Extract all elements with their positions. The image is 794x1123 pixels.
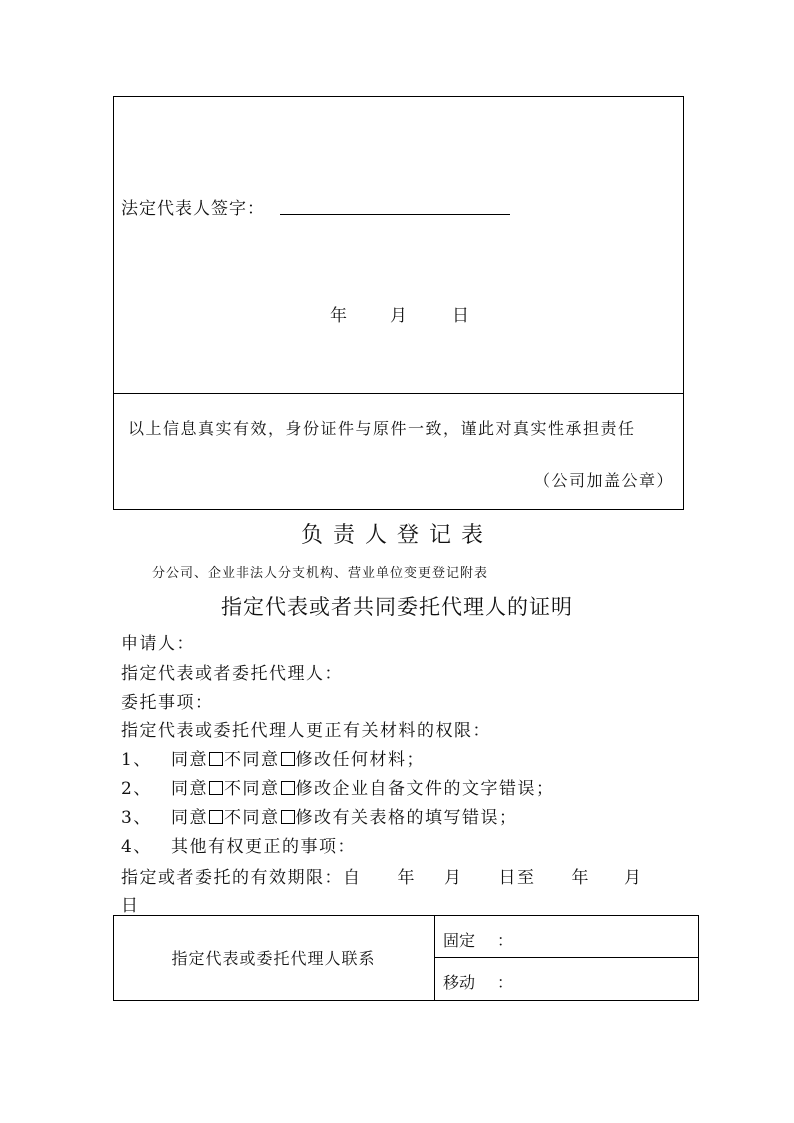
agent-label: 指定代表或者委托代理人： <box>121 664 343 684</box>
form-title: 负责人登记表 <box>300 523 493 548</box>
validity-year-to: 年 <box>571 868 590 888</box>
agree-label: 同意 <box>171 750 208 770</box>
certificate-title: 指定代表或者共同委托代理人的证明 <box>221 595 573 619</box>
agree-label: 同意 <box>171 808 208 828</box>
applicant-label: 申请人： <box>121 634 195 654</box>
disagree-label: 不同意 <box>224 750 280 770</box>
validity-year-from: 年 <box>397 868 416 888</box>
validity-day-to: 日 <box>121 896 140 916</box>
option-row <box>121 803 518 828</box>
option-row <box>121 745 425 770</box>
validity-day-from: 日至 <box>498 868 536 888</box>
agree-checkbox[interactable] <box>209 781 223 795</box>
matter-label: 委托事项： <box>121 693 214 713</box>
mobile-phone-label: 移动 <box>443 973 476 992</box>
disagree-label: 不同意 <box>224 808 280 828</box>
authenticity-declaration: 以上信息真实有效，身份证件与原件一致，谨此对真实性承担责任 <box>128 419 636 438</box>
disagree-checkbox[interactable] <box>281 810 295 824</box>
company-seal-note: （公司加盖公章） <box>534 471 675 490</box>
option-number: 1、 <box>121 750 152 770</box>
option-number: 4、 <box>121 837 152 857</box>
other-matters-row <box>121 832 356 857</box>
disagree-checkbox[interactable] <box>281 781 295 795</box>
fixed-phone-colon: ： <box>497 931 514 950</box>
option-number: 3、 <box>121 808 152 828</box>
disagree-checkbox[interactable] <box>281 752 295 766</box>
signature-date-month: 月 <box>390 306 407 326</box>
signature-box-divider <box>113 393 684 394</box>
option-text: 修改有关表格的填写错误； <box>295 808 518 828</box>
validity-month-from: 月 <box>444 868 463 888</box>
other-matters-label: 其他有权更正的事项： <box>171 837 356 857</box>
agree-checkbox[interactable] <box>209 752 223 766</box>
legal-representative-signature-label: 法定代表人签字： <box>121 199 265 219</box>
disagree-label: 不同意 <box>224 779 280 799</box>
fixed-phone-cell[interactable] <box>443 928 513 951</box>
option-row <box>121 774 555 799</box>
signature-line[interactable] <box>280 214 510 215</box>
validity-label: 指定或者委托的有效期限：自 <box>121 868 362 888</box>
agree-label: 同意 <box>171 779 208 799</box>
mobile-phone-colon: ： <box>497 973 514 992</box>
agree-checkbox[interactable] <box>209 810 223 824</box>
fixed-phone-label: 固定 <box>443 931 476 950</box>
validity-row <box>121 863 643 888</box>
signature-date-day: 日 <box>452 306 469 326</box>
form-subtitle: 分公司、企业非法人分支机构、营业单位变更登记附表 <box>152 566 489 581</box>
mobile-phone-cell[interactable] <box>443 970 513 993</box>
option-text: 修改企业自备文件的文字错误； <box>295 779 555 799</box>
contact-table-column-divider <box>434 915 435 1001</box>
authority-label: 指定代表或委托代理人更正有关材料的权限： <box>121 721 491 741</box>
signature-date-year: 年 <box>330 306 347 326</box>
option-text: 修改任何材料； <box>295 750 425 770</box>
validity-month-to: 月 <box>624 868 643 888</box>
contact-table-row-divider <box>434 957 699 958</box>
option-number: 2、 <box>121 779 152 799</box>
contact-label: 指定代表或委托代理人联系 <box>171 949 376 968</box>
